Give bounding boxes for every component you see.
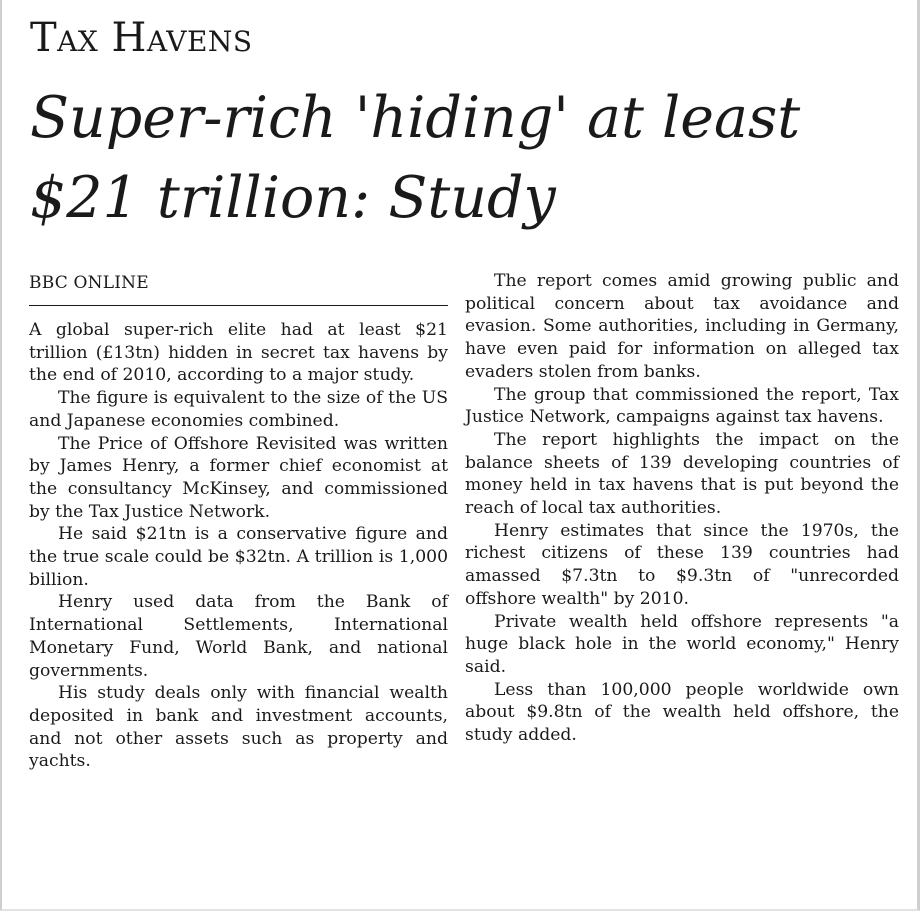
paragraph: The figure is equivalent to the size of the US and Japanese economies combined.	[29, 388, 448, 431]
paragraph: The Price of Offshore Revisited was written by James Henry, a former chief economist at the consultancy McKinsey, and commissioned by the Tax Justice Network.	[29, 433, 448, 522]
paragraph: Private wealth held offshore represents "a huge black hole in the world economy," Henry said.	[465, 611, 899, 677]
section-label: Tax Havens	[30, 15, 253, 61]
paragraph: Less than 100,000 people worldwide own about $9.8tn of the wealth held offshore, the study added.	[465, 679, 899, 746]
paragraph: Henry estimates that since the 1970s, the richest citizens of these 139 countries had amassed $7.3tn to $9.3tn of "unrecorded offshore wealth" by 2010.	[465, 520, 899, 609]
left-column	[29, 270, 448, 773]
paragraph: He said $21tn is a conservative figure and the true scale could be $32tn. A trillion is 1,000 billion.	[29, 524, 448, 590]
paragraph: His study deals only with financial wealth deposited in bank and investment accounts, and not other assets such as property and yachts.	[29, 683, 448, 772]
right-column	[465, 270, 899, 747]
byline: BBC ONLINE	[29, 270, 448, 306]
paragraph: A global super-rich elite had at least $21 trillion (£13tn) hidden in secret tax havens by the end of 2010, according to a major study.	[29, 320, 448, 386]
paragraph: Henry used data from the Bank of International Settlements, International Monetary Fund, World Bank, and national governments.	[29, 592, 448, 681]
paragraph: The report highlights the impact on the balance sheets of 139 developing countries of money held in tax havens that is put beyond the reach of local tax authorities.	[465, 429, 899, 519]
paragraph: The report comes amid growing public and political concern about tax avoidance and evasion. Some authorities, including in Germany, have even paid for information on alleged tax evaders stolen from banks.	[465, 271, 899, 382]
headline: Super-rich 'hiding' at least $21 trillion: Study	[30, 85, 801, 231]
paragraph: The group that commissioned the report, Tax Justice Network, campaigns against tax havens.	[465, 384, 899, 428]
